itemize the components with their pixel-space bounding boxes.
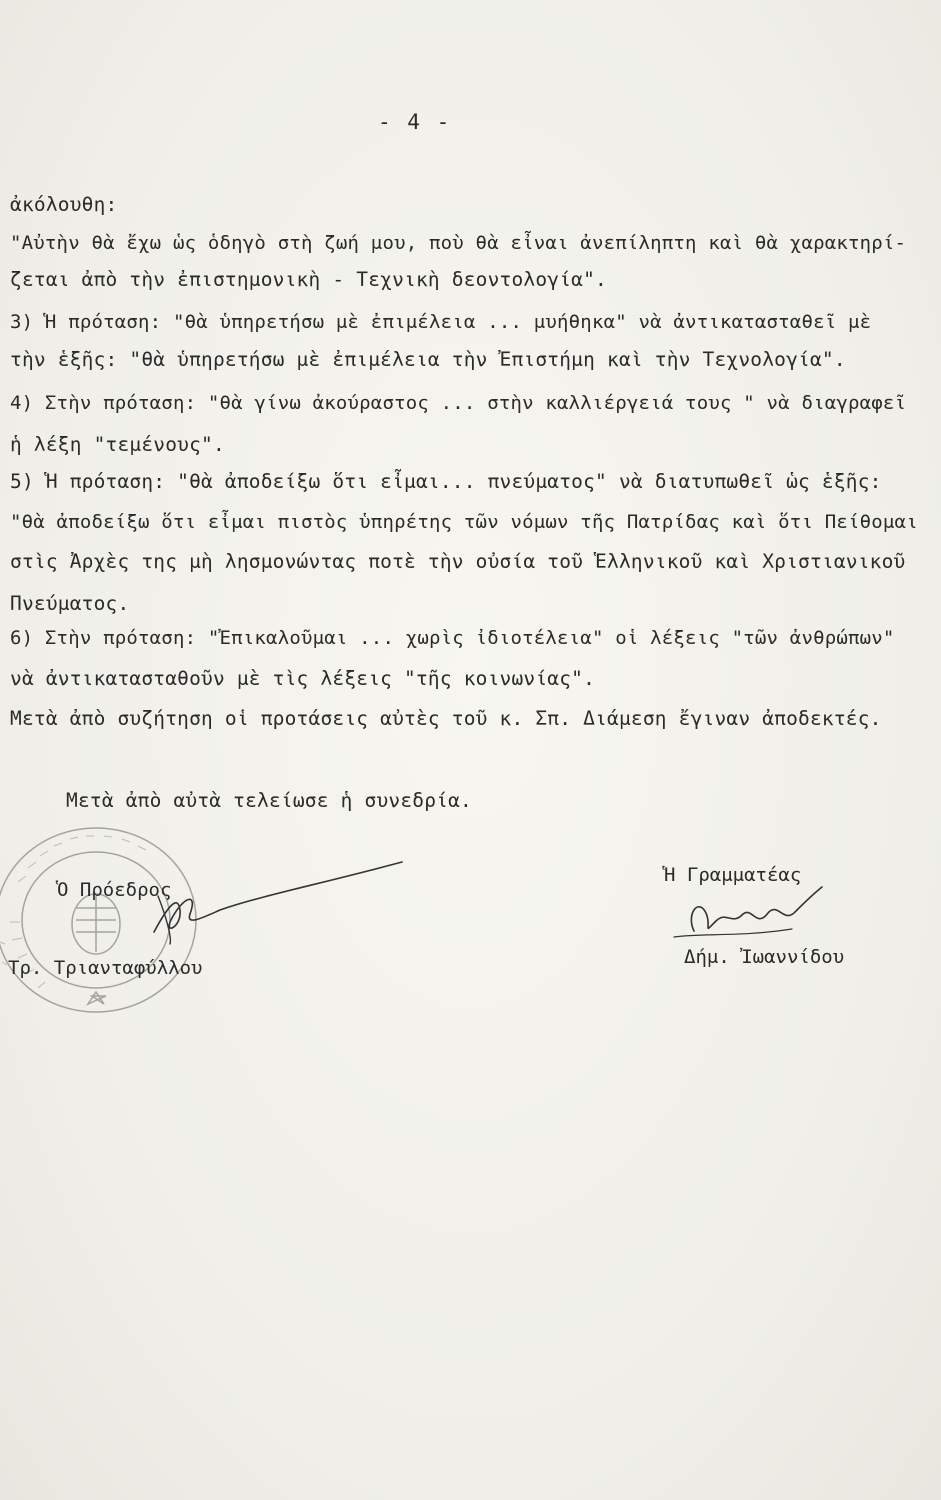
body-line-1: ἀκόλουθη:: [10, 193, 118, 216]
body-line-2: "Αὐτὴν θὰ ἔχω ὡς ὁδηγὸ στὴ ζωή μου, ποὺ θὰ εἶναι ἀνεπίληπτη καὶ θὰ χαρακτηρί-: [10, 232, 907, 254]
chair-signature: [150, 856, 410, 946]
body-line-4: 3) Ἡ πρόταση: "θὰ ὑπηρετήσω μὲ ἐπιμέλεια ... μυήθηκα" νὰ ἀντικατασταθεῖ μὲ: [10, 311, 872, 333]
body-line-7: ἡ λέξη "τεμένους".: [10, 433, 225, 456]
chair-title: Ὁ Πρόεδρος: [57, 879, 172, 901]
body-line-13: νὰ ἀντικατασταθοῦν μὲ τὶς λέξεις "τῆς κοινωνίας".: [10, 667, 596, 690]
secretary-title: Ἡ Γραμματέας: [664, 864, 802, 886]
body-line-12: 6) Στὴν πρόταση: "Ἐπικαλοῦμαι ... χωρὶς ἰδιοτέλεια" οἱ λέξεις "τῶν ἀνθρώπων": [10, 627, 895, 649]
page-number: - 4 -: [378, 110, 452, 134]
body-line-5: τὴν ἑξῆς: "θὰ ὑπηρετήσω μὲ ἐπιμέλεια τὴν Ἐπιστήμη καὶ τὴν Τεχνολογία".: [10, 348, 846, 371]
body-line-9: "θὰ ἀποδείξω ὅτι εἶμαι πιστὸς ὑπηρέτης τῶν νόμων τῆς Πατρίδας καὶ ὅτι Πείθομαι: [10, 511, 918, 533]
body-line-8: 5) Ἡ πρόταση: "θὰ ἀποδείξω ὅτι εἶμαι... πνεύματος" νὰ διατυπωθεῖ ὡς ἑξῆς:: [10, 470, 882, 493]
body-line-10: στὶς Ἀρχὲς της μὴ λησμονώντας ποτὲ τὴν οὐσία τοῦ Ἑλληνικοῦ καὶ Χριστιανικοῦ: [10, 550, 906, 573]
chair-name: Τρ. Τριανταφύλλου: [8, 957, 203, 979]
body-line-11: Πνεύματος.: [10, 592, 130, 615]
body-line-3: ζεται ἀπὸ τὴν ἐπιστημονικὴ - Τεχνικὴ δεοντολογία".: [10, 268, 607, 291]
body-line-closing: Μετὰ ἀπὸ αὐτὰ τελείωσε ἡ συνεδρία.: [66, 789, 472, 812]
body-line-6: 4) Στὴν πρόταση: "θὰ γίνω ἀκούραστος ... στὴν καλλιέργειά τους " νὰ διαγραφεῖ: [10, 392, 907, 414]
secretary-name: Δήμ. Ἰωαννίδου: [684, 946, 845, 968]
secretary-signature: [672, 885, 844, 945]
body-line-14: Μετὰ ἀπὸ συζήτηση οἱ προτάσεις αὐτὲς τοῦ κ. Σπ. Διάμεση ἔγιναν ἀποδεκτές.: [10, 707, 882, 730]
